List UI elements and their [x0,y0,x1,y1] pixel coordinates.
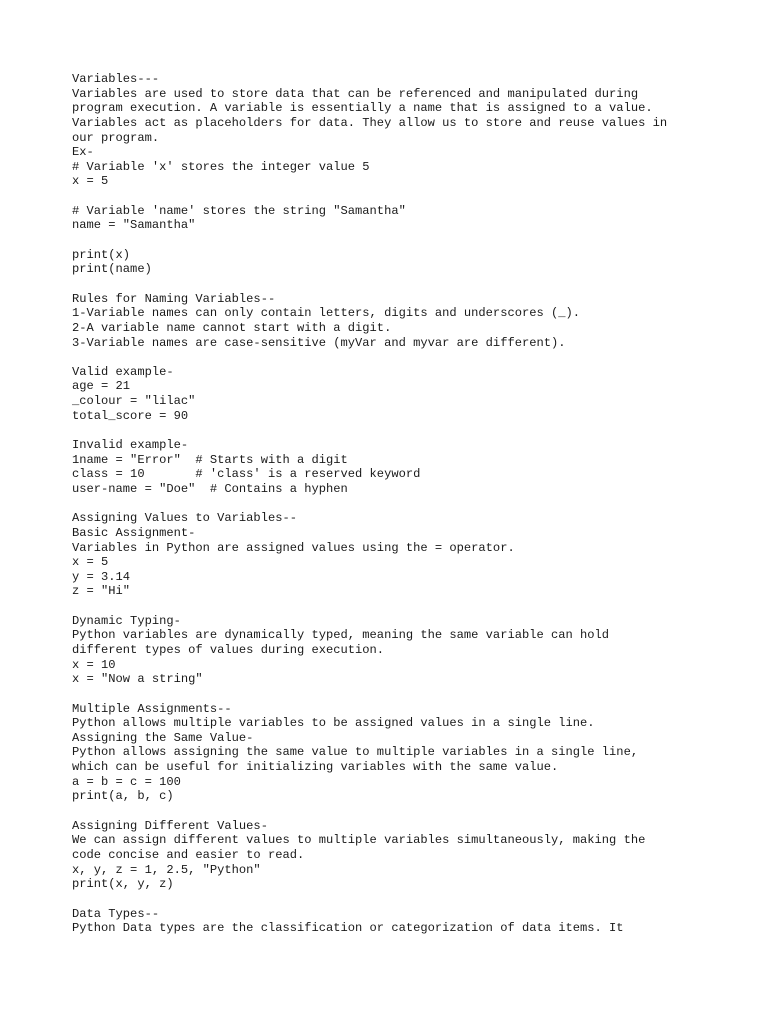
document-line: age = 21 [72,379,131,394]
document-line: different types of values during execution. [72,642,385,657]
document-line: Dynamic Typing- [72,613,181,628]
document-line: Rules for Naming Variables-- [72,291,276,306]
document-line [72,804,752,819]
document-line: which can be useful for initializing variables with the same value. [72,760,559,775]
document-line: 1-Variable names can only contain letters, digits and underscores (_). [72,306,581,321]
document-line [72,350,752,365]
document-line: Basic Assignment- [72,525,196,540]
document-line: y = 3.14 [72,569,131,584]
document-line: Data Types-- [72,906,160,921]
document-line [72,687,752,702]
document-line: name = "Samantha" [72,218,196,233]
document-line [72,233,752,248]
document-line: 3-Variable names are case-sensitive (myVar and myvar are different). [72,335,566,350]
document-line: # Variable 'x' stores the integer value 5 [72,159,370,174]
document-line: print(name) [72,262,152,277]
document-line: Python variables are dynamically typed, meaning the same variable can hold [72,628,610,643]
document-line: Assigning Values to Variables-- [72,511,297,526]
document-line: Variables in Python are assigned values using the = operator. [72,540,515,555]
document-line: code concise and easier to read. [72,847,305,862]
document-line: z = "Hi" [72,584,131,599]
document-line: x = 5 [72,174,109,189]
document-line [72,497,752,512]
document-line: Python allows assigning the same value to multiple variables in a single line, [72,745,639,760]
document-line: Assigning Different Values- [72,818,268,833]
document-line [72,423,752,438]
document-line: Ex- [72,145,94,160]
document-line: x = 5 [72,555,109,570]
document-line: Variables act as placeholders for data. They allow us to store and reuse values in [72,115,668,130]
document-line: program execution. A variable is essentially a name that is assigned to a value. [72,101,653,116]
document-line: x, y, z = 1, 2.5, "Python" [72,862,261,877]
document-line: 1name = "Error" # Starts with a digit [72,452,348,467]
document-line: a = b = c = 100 [72,774,181,789]
document-line: 2-A variable name cannot start with a digit. [72,320,392,335]
document-line: _colour = "lilac" [72,394,196,409]
document-line: x = "Now a string" [72,672,203,687]
document-line: Invalid example- [72,438,189,453]
document-line: x = 10 [72,657,116,672]
document-line: Python allows multiple variables to be assigned values in a single line. [72,716,595,731]
document-page [72,72,752,936]
document-line: print(x) [72,247,131,262]
document-line: Python Data types are the classification or categorization of data items. It [72,921,624,936]
document-line: Assigning the Same Value- [72,730,254,745]
document-line: our program. [72,130,160,145]
document-line: user-name = "Doe" # Contains a hyphen [72,481,348,496]
document-line: Variables--- [72,72,160,86]
document-line: # Variable 'name' stores the string "Samantha" [72,203,406,218]
document-line: print(x, y, z) [72,877,174,892]
document-line [72,892,752,907]
document-line [72,277,752,292]
document-line: Multiple Assignments-- [72,701,232,716]
document-line: Valid example- [72,364,174,379]
document-line [72,599,752,614]
document-line [72,189,752,204]
document-line: class = 10 # 'class' is a reserved keyword [72,467,421,482]
document-line: Variables are used to store data that can be referenced and manipulated during [72,86,639,101]
document-line: total_score = 90 [72,408,189,423]
document-line: We can assign different values to multiple variables simultaneously, making the [72,833,646,848]
document-line: print(a, b, c) [72,789,174,804]
